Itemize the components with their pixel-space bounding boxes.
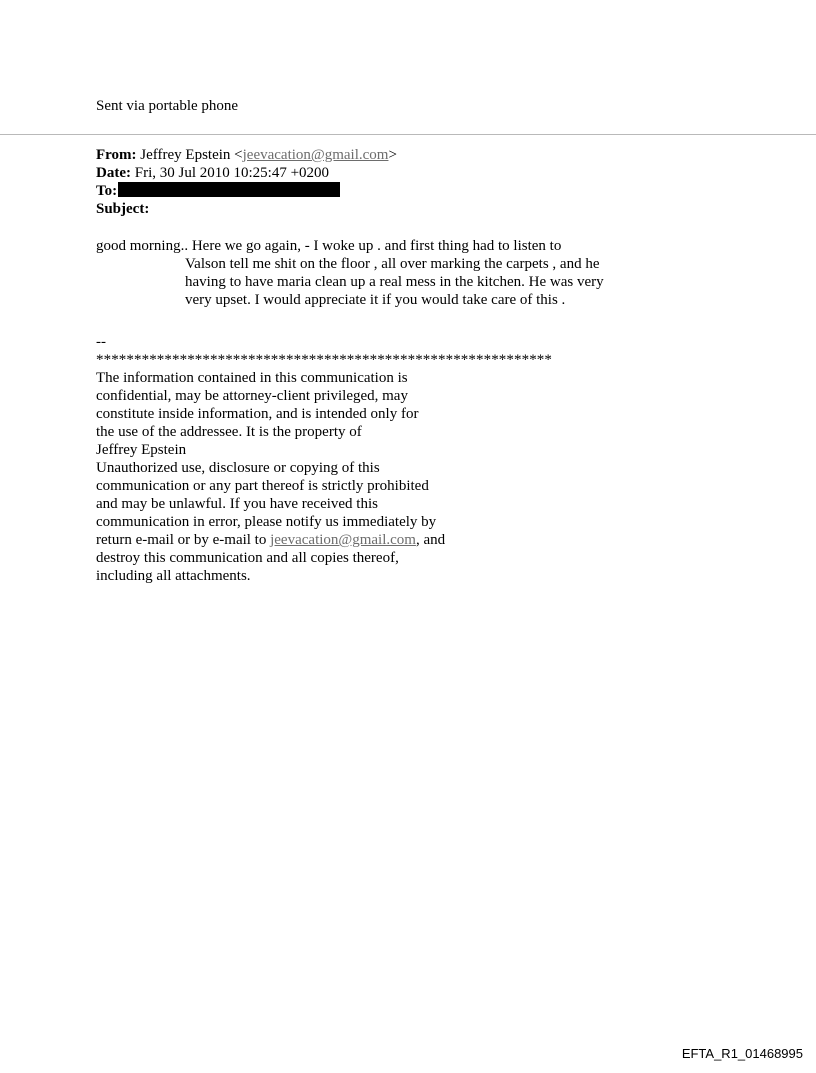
date-label: Date: bbox=[96, 165, 131, 181]
redaction-box bbox=[118, 182, 340, 197]
body-line: very upset. I would appreciate it if you would take care of this . bbox=[185, 292, 566, 308]
disclaimer-line: Unauthorized use, disclosure or copying of this bbox=[96, 460, 380, 476]
return-suffix: , and bbox=[415, 532, 446, 548]
disclaimer-line: the use of the addressee. It is the property of bbox=[96, 424, 362, 440]
disclaimer-line: communication or any part thereof is strictly prohibited bbox=[96, 478, 429, 494]
return-email-link[interactable]: jeevacation@gmail.com bbox=[270, 532, 416, 548]
disclaimer-line: The information contained in this communication is bbox=[96, 370, 408, 386]
disclaimer-line: communication in error, please notify us immediately by bbox=[96, 514, 437, 530]
date-line bbox=[96, 164, 397, 182]
disclaimer-line: constitute inside information, and is intended only for bbox=[96, 406, 419, 422]
email-headers bbox=[96, 146, 397, 218]
to-label: To: bbox=[96, 183, 118, 199]
disclaimer-line: and may be unlawful. If you have received this bbox=[96, 496, 378, 512]
disclaimer-line: destroy this communication and all copies thereof, bbox=[96, 550, 399, 566]
from-name: Jeffrey Epstein < bbox=[136, 147, 243, 163]
signature-stars: ************************************************************ bbox=[96, 352, 552, 368]
disclaimer-line: confidential, may be attorney-client privileged, may bbox=[96, 388, 408, 404]
signature-dashes: -- bbox=[96, 334, 106, 350]
from-line bbox=[96, 146, 397, 164]
disclaimer-line-return bbox=[96, 531, 596, 549]
email-body bbox=[96, 237, 656, 309]
return-prefix: return e-mail or by e-mail to bbox=[96, 532, 271, 548]
from-label: From: bbox=[96, 147, 137, 163]
signature-block bbox=[96, 333, 596, 585]
separator-line bbox=[0, 134, 816, 135]
sent-via-note: Sent via portable phone bbox=[96, 98, 239, 114]
from-close: > bbox=[388, 147, 397, 163]
subject-line bbox=[96, 200, 397, 218]
from-email-link[interactable]: jeevacation@gmail.com bbox=[242, 147, 389, 163]
subject-label: Subject: bbox=[96, 201, 150, 217]
disclaimer-line: including all attachments. bbox=[96, 568, 251, 584]
body-line: having to have maria clean up a real mess in the kitchen. He was very bbox=[185, 274, 604, 290]
document-id: EFTA_R1_01468995 bbox=[681, 1046, 803, 1061]
body-line: Valson tell me shit on the floor , all over marking the carpets , and he bbox=[185, 256, 600, 272]
date-value: Fri, 30 Jul 2010 10:25:47 +0200 bbox=[130, 165, 330, 181]
disclaimer-line: Jeffrey Epstein bbox=[96, 442, 187, 458]
to-line bbox=[96, 182, 397, 200]
body-line: good morning.. Here we go again, - I woke up . and first thing had to listen to bbox=[96, 238, 562, 254]
